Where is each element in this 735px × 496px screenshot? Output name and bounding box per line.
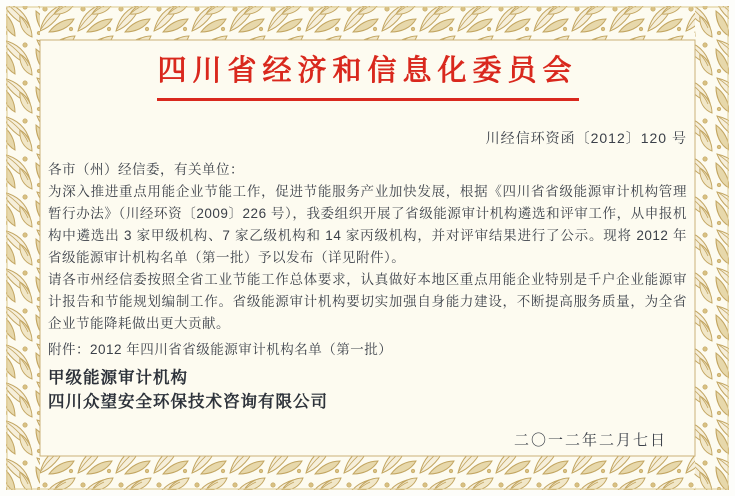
letter-body — [48, 159, 687, 361]
red-title-divider — [157, 98, 579, 101]
company-name: 四川众望安全环保技术咨询有限公司 — [48, 393, 328, 411]
issue-date: 二〇一二年二月七日 — [513, 432, 667, 449]
paragraph-1: 为深入推进重点用能企业节能工作，促进节能服务产业加快发展，根据《四川省省级能源审计机构管理暂行办法》（川经环资〔2009〕226 号），我委组织开展了省级能源审计机构遴选和评审工作，从申报机构中遴选出 3 家甲级机构、7 家乙级机构和 14 家丙级机构，并对评审结果进行了公示。现将 2012 年省级能源审计机构名单（第一批）予以发布（详见附件）。 — [48, 184, 687, 265]
document-content — [40, 40, 695, 456]
salutation-line: 各市（州）经信委，有关单位： — [48, 162, 244, 177]
grade-heading: 甲级能源审计机构 — [48, 369, 188, 387]
attachment-line: 附件：2012 年四川省省级能源审计机构名单（第一批） — [48, 342, 393, 357]
document-number: 川经信环资函〔2012〕120 号 — [485, 130, 687, 146]
issuer-title: 四川省经济和信息化委员会 — [157, 55, 578, 87]
paragraph-2: 请各市州经信委按照全省工业节能工作总体要求，认真做好本地区重点用能企业特别是千户企业能源审计报告和节能规划编制工作。省级能源审计机构要切实加强自身能力建设，不断提高服务质量，为全省企业节能降耗做出更大贡献。 — [48, 272, 687, 331]
